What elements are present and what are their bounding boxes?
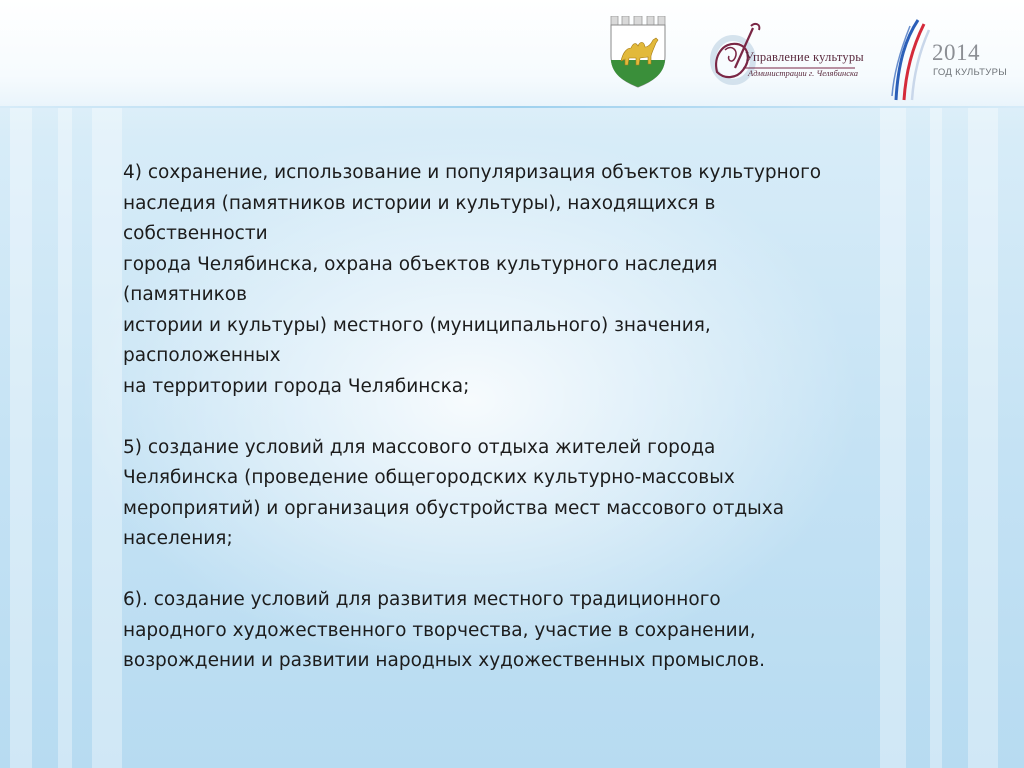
background-stripe	[10, 100, 32, 768]
year-number: 2014	[932, 40, 980, 65]
text-line: 6). создание условий для развития местного традиционного	[123, 589, 721, 610]
year-caption: ГОД КУЛЬТУРЫ	[933, 67, 1007, 78]
culture-department-subtitle: Администрации г. Челябинска	[748, 68, 858, 78]
text-line: собственности	[123, 223, 268, 244]
text-line: 4) сохранение, использование и популяризация объектов культурного	[123, 162, 822, 183]
text-line: расположенных	[123, 345, 281, 366]
text-line: (памятников	[123, 284, 248, 305]
background-stripe	[92, 100, 122, 768]
text-line: города Челябинска, охрана объектов культурного наследия	[123, 253, 718, 275]
culture-department-title: Управление культуры	[745, 50, 864, 64]
header-divider	[0, 106, 1024, 108]
logo-area	[0, 0, 1024, 106]
chelyabinsk-coat-of-arms-icon	[607, 16, 669, 88]
text-line: 5) создание условий для массового отдыха жителей города	[123, 436, 716, 458]
text-line: мероприятий) и организация обустройства мест массового отдыха	[123, 497, 785, 519]
text-line: наследия (памятников истории и культуры), находящихся в	[123, 192, 716, 214]
paragraph-item-5	[123, 433, 923, 555]
text-line: народного художественного творчества, участие в сохранении,	[123, 619, 756, 641]
paragraph-item-6	[123, 585, 923, 677]
text-line: на территории города Челябинска;	[123, 375, 470, 397]
text-line: возрождении и развитии народных художественных промыслов.	[123, 650, 765, 671]
paragraph-item-4	[123, 158, 923, 402]
background-stripe	[968, 100, 998, 768]
text-line: истории и культуры) местного (муниципального) значения,	[123, 314, 711, 336]
slide-body-text	[123, 158, 923, 707]
text-line: Челябинска (проведение общегородских культурно-массовых	[123, 467, 735, 488]
background-stripe	[930, 100, 942, 768]
background-stripe	[58, 100, 72, 768]
text-line: населения;	[123, 528, 233, 549]
